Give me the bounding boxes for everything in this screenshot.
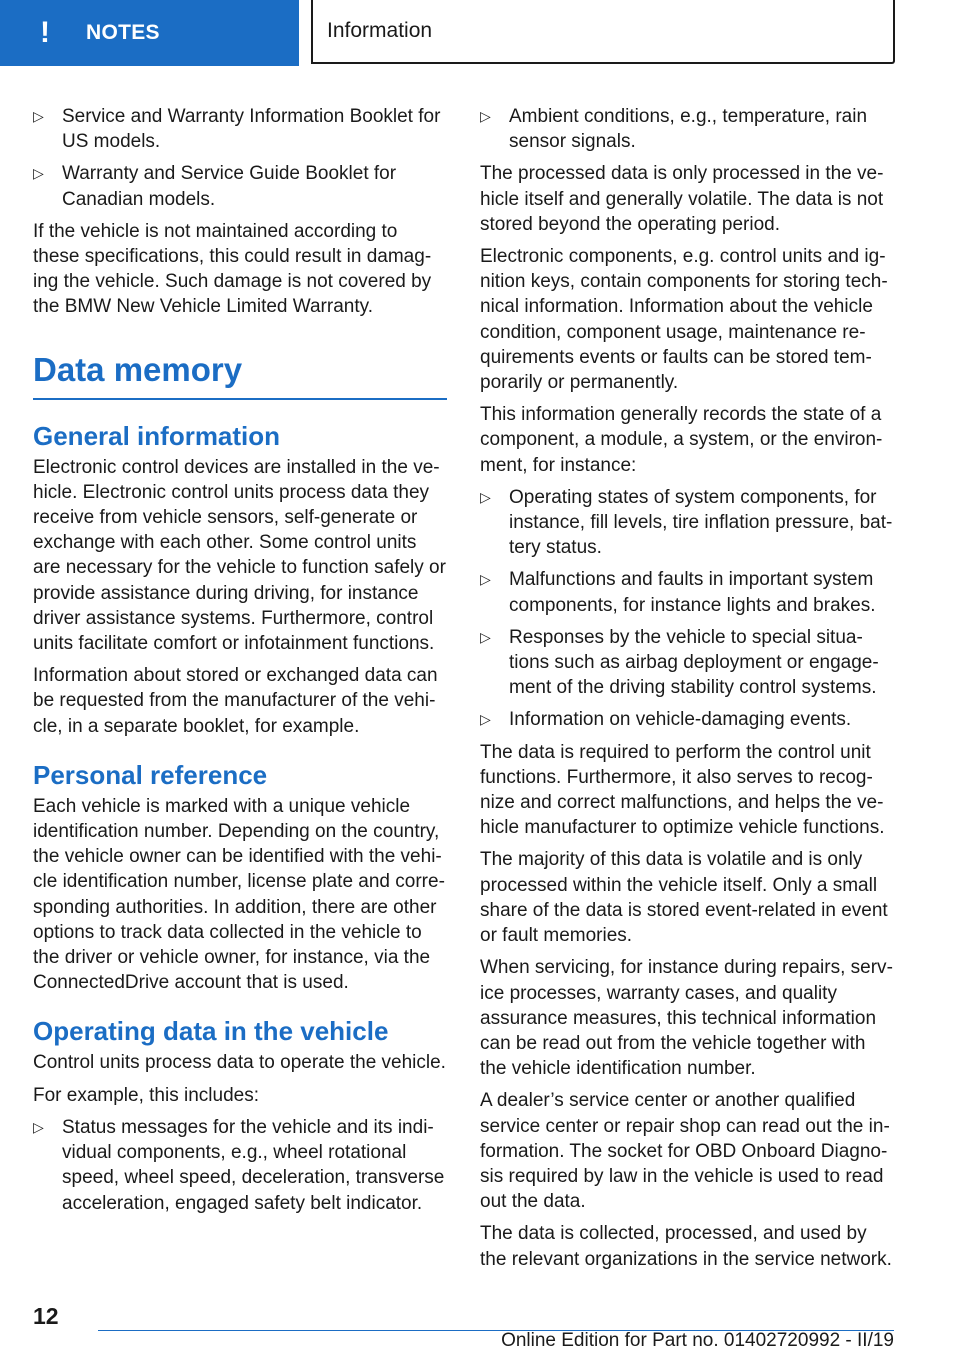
bullet-triangle-icon: ▷ — [480, 628, 491, 645]
notes-section-tab — [0, 0, 299, 66]
paragraph: Electronic control devices are installed in the vehicle. Electronic control units process data they receive from vehicle sensors, self-generate or exchange with each other. Some control units are necessary for the vehicle to function safely or provide assistance during driving, for instance driver assistance systems. Furthermore, control units facilitate comfort or infotainment functions. — [33, 456, 446, 655]
paragraph: The processed data is only processed in the vehicle itself and generally volatile. The data is not stored beyond the operating period. — [480, 163, 884, 235]
list-item: ▷ Status messages for the vehicle and its individual components, e.g., wheel rotational speed, wheel speed, deceleration, transverse acceleration, engaged safety belt indicator. — [33, 1116, 445, 1214]
list-item: ▷ Warranty and Service Guide Booklet for Canadian models. — [33, 163, 397, 210]
bullet-triangle-icon: ▷ — [33, 165, 44, 182]
paragraph: Control units process data to operate the vehicle. — [33, 1052, 446, 1074]
bullet-triangle-icon: ▷ — [480, 488, 491, 505]
operating-data-list — [33, 1115, 447, 1216]
heading-general-information: General information — [33, 420, 281, 451]
bullet-triangle-icon: ▷ — [33, 1118, 44, 1135]
paragraph: The data is collected, processed, and used by the relevant organizations in the service network. — [480, 1223, 892, 1270]
list-item: ▷ Ambient conditions, e.g., temperature, rain sensor signals. — [480, 106, 868, 153]
paragraph: Information about stored or exchanged data can be requested from the manufacturer of the vehicle, in a separate booklet, for example. — [33, 665, 438, 737]
chapter-tab — [311, 0, 895, 64]
chapter-label: Information — [327, 19, 433, 42]
paragraph: For example, this includes: — [33, 1084, 259, 1106]
left-column — [33, 104, 447, 1223]
list-item: ▷ Information on vehicle-damaging events. — [480, 707, 894, 732]
exclamation-icon: ! — [40, 16, 50, 49]
page-number: 12 — [33, 1303, 59, 1329]
paragraph: Electronic components, e.g. control units and ignition keys, contain components for storing technical information. Information about the vehicle condition, component usage, maintenance requirements events or faults can be stored temporarily or permanently. — [480, 246, 888, 394]
bullet-triangle-icon: ▷ — [33, 108, 44, 124]
list-item: ▷ Malfunctions and faults in important system components, for instance lights and brakes. — [480, 569, 876, 616]
bullet-triangle-icon: ▷ — [480, 571, 491, 588]
paragraph: If the vehicle is not maintained according to these specifications, this could result in damaging the vehicle. Such damage is not covered by the BMW New Vehicle Limited Warranty. — [33, 220, 432, 318]
page-header — [0, 0, 960, 66]
booklet-list — [33, 104, 447, 212]
state-list — [480, 485, 894, 733]
list-item: ▷ Operating states of system components, for instance, fill levels, tire inflation pressure, battery status. — [480, 486, 893, 559]
bullet-triangle-icon: ▷ — [480, 711, 491, 728]
heading-operating-data: Operating data in the vehicle — [33, 1016, 389, 1047]
paragraph: Each vehicle is marked with a unique vehicle identification number. Depending on the country, the vehicle owner can be identified with the vehicle identification number, license plate and corresponding authorities. In addition, there are other options to track data collected in the vehicle to the driver or vehicle owner, for instance, via the ConnectedDrive account that is used. — [33, 795, 445, 994]
heading-personal-reference: Personal reference — [33, 759, 268, 790]
paragraph: The majority of this data is volatile and is only processed within the vehicle itself. Only a small share of the data is stored event-related in event or fault memories. — [480, 849, 888, 947]
paragraph: This information generally records the state of a component, a module, a system, or the environment, for instance: — [480, 404, 883, 476]
edition-footer: Online Edition for Part no. 01402720992 - II/19 — [501, 1330, 894, 1351]
section-label: NOTES — [86, 21, 160, 44]
paragraph: When servicing, for instance during repairs, service processes, warranty cases, and quality assurance measures, this technical information can be read out from the vehicle together with the vehicle identification number. — [480, 957, 893, 1080]
paragraph: The data is required to perform the control unit functions. Furthermore, it also serves to recognize and correct malfunctions, and helps the vehicle manufacturer to optimize vehicle functions. — [480, 741, 885, 839]
list-item: ▷ Service and Warranty Information Booklet for US models. — [33, 106, 441, 153]
ambient-list — [480, 104, 894, 154]
list-item: ▷ Responses by the vehicle to special situations such as airbag deployment or engagement of the driving stability control systems. — [480, 626, 879, 699]
heading-data-memory: Data memory — [33, 350, 447, 400]
paragraph: A dealer’s service center or another qualified service center or repair shop can read out the information. The socket for OBD Onboard Diagnosis required by law in the vehicle is used to read out the data. — [480, 1090, 890, 1213]
right-column — [480, 104, 894, 1279]
bullet-triangle-icon: ▷ — [480, 108, 491, 124]
